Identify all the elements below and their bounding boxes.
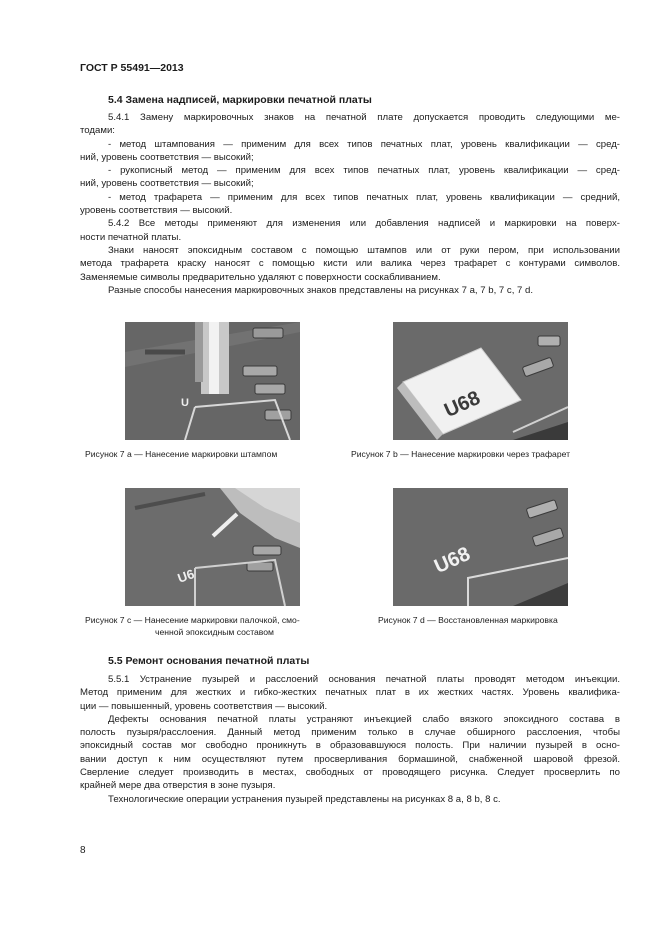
text-line: вании доступ к ним осуществляют путем просверливания бормашиной, снабженной шаровой фрезой. (80, 753, 620, 765)
figure-7d-photo (393, 488, 568, 606)
text-line: Разные способы нанесения маркировочных знаков представлены на рисунках 7 а, 7 b, 7 c, 7 d. (108, 284, 534, 296)
text-line: Метод применим для жестких и гибко-жестких печатных плат в их жестких частях. Уровень квалифика- (80, 687, 620, 699)
text-line: тодами: (80, 125, 115, 137)
text-line: метода трафарета краску наносят с помощью кисти или валика через трафарет с контурами символов. (80, 258, 620, 270)
figure-7c-photo (125, 488, 300, 606)
text-line: 5.4.2 Все методы применяют для изменения или добавления надписей и маркировки на поверх- (108, 218, 620, 230)
text-line: Знаки наносят эпоксидным составом с помощью штампов или от руки пером, при использовании (108, 244, 620, 256)
document-header: ГОСТ Р 55491—2013 (80, 62, 184, 74)
pcb-stamp-photo (125, 322, 300, 440)
text-line: Дефекты основания печатной платы устраняют инъекцией слабо вязкого эпоксидного состава в (108, 713, 620, 725)
section-5-4-title: 5.4 Замена надписей, маркировки печатной платы (108, 94, 372, 106)
caption-line: Рисунок 7 c — Нанесение маркировки палочкой, смо- (85, 615, 300, 625)
text-line: полость пузыря/расслоения. Данный метод применим только в случае обширного расслоения, чтобы (80, 727, 620, 739)
restored-label-text: U68 (431, 542, 474, 579)
figure-7a-photo (125, 322, 300, 440)
text-line: ности печатной платы. (80, 231, 182, 243)
figure-7b-caption: Рисунок 7 b — Нанесение маркировки через трафарет (351, 449, 571, 459)
text-line: ний, уровень соответствия — высокий; (80, 151, 254, 163)
section-5-5-title: 5.5 Ремонт основания печатной платы (108, 655, 310, 667)
text-line: Заменяемые символы предварительно удаляют с поверхности соскабливанием. (80, 271, 441, 283)
handwritten-label-text: U6 (175, 566, 197, 586)
pcb-stencil-photo (393, 322, 568, 440)
figure-7c-caption (85, 614, 300, 638)
figure-7d-caption: Рисунок 7 d — Восстановленная маркировка (378, 615, 558, 625)
pcb-stick-photo (125, 488, 300, 606)
figure-7b-photo (393, 322, 568, 440)
text-line: - рукописный метод — применим для всех типов печатных плат, уровень квалификации — сред- (108, 165, 620, 177)
stencil-label-text: U68 (441, 386, 484, 423)
pcb-restored-photo (393, 488, 568, 606)
section-5-5-body (80, 673, 620, 806)
page-number: 8 (80, 845, 86, 856)
caption-line: ченной эпоксидным составом (155, 627, 274, 637)
text-line: 5.5.1 Устранение пузырей и расслоений основания печатной платы проводят методом инъекции. (108, 674, 620, 685)
text-line: - метод трафарета — применим для всех типов печатных плат, уровень квалификации — средний, (108, 191, 620, 203)
text-line: Сверление следует производить в местах, свободных от проводящего рисунка. Следует просверлить по (80, 767, 620, 779)
section-5-4-body (80, 111, 620, 297)
figure-7a-caption: Рисунок 7 а — Нанесение маркировки штампом (85, 449, 278, 459)
text-line: ции — повышенный, уровень соответствия — высокий. (80, 700, 328, 712)
text-line: крайней мере два отверстия в зоне пузыря. (80, 780, 276, 792)
text-line: 5.4.1 Замену маркировочных знаков на печатной плате допускается проводить следующими ме- (108, 112, 620, 123)
text-line: ний, уровень соответствия — высокий; (80, 178, 254, 190)
text-line: эпоксидный состав мог свободно проникнуть в образовавшуюся полость. При наличии пузырей в осно- (80, 740, 620, 752)
text-line: уровень соответствия — высокий. (80, 205, 233, 217)
text-line: - метод штампования — применим для всех типов печатных плат, уровень квалификации — сред- (108, 138, 620, 150)
board-label-text: U (181, 397, 189, 409)
text-line: Технологические операции устранения пузырей представлены на рисунках 8 а, 8 b, 8 c. (108, 793, 501, 805)
